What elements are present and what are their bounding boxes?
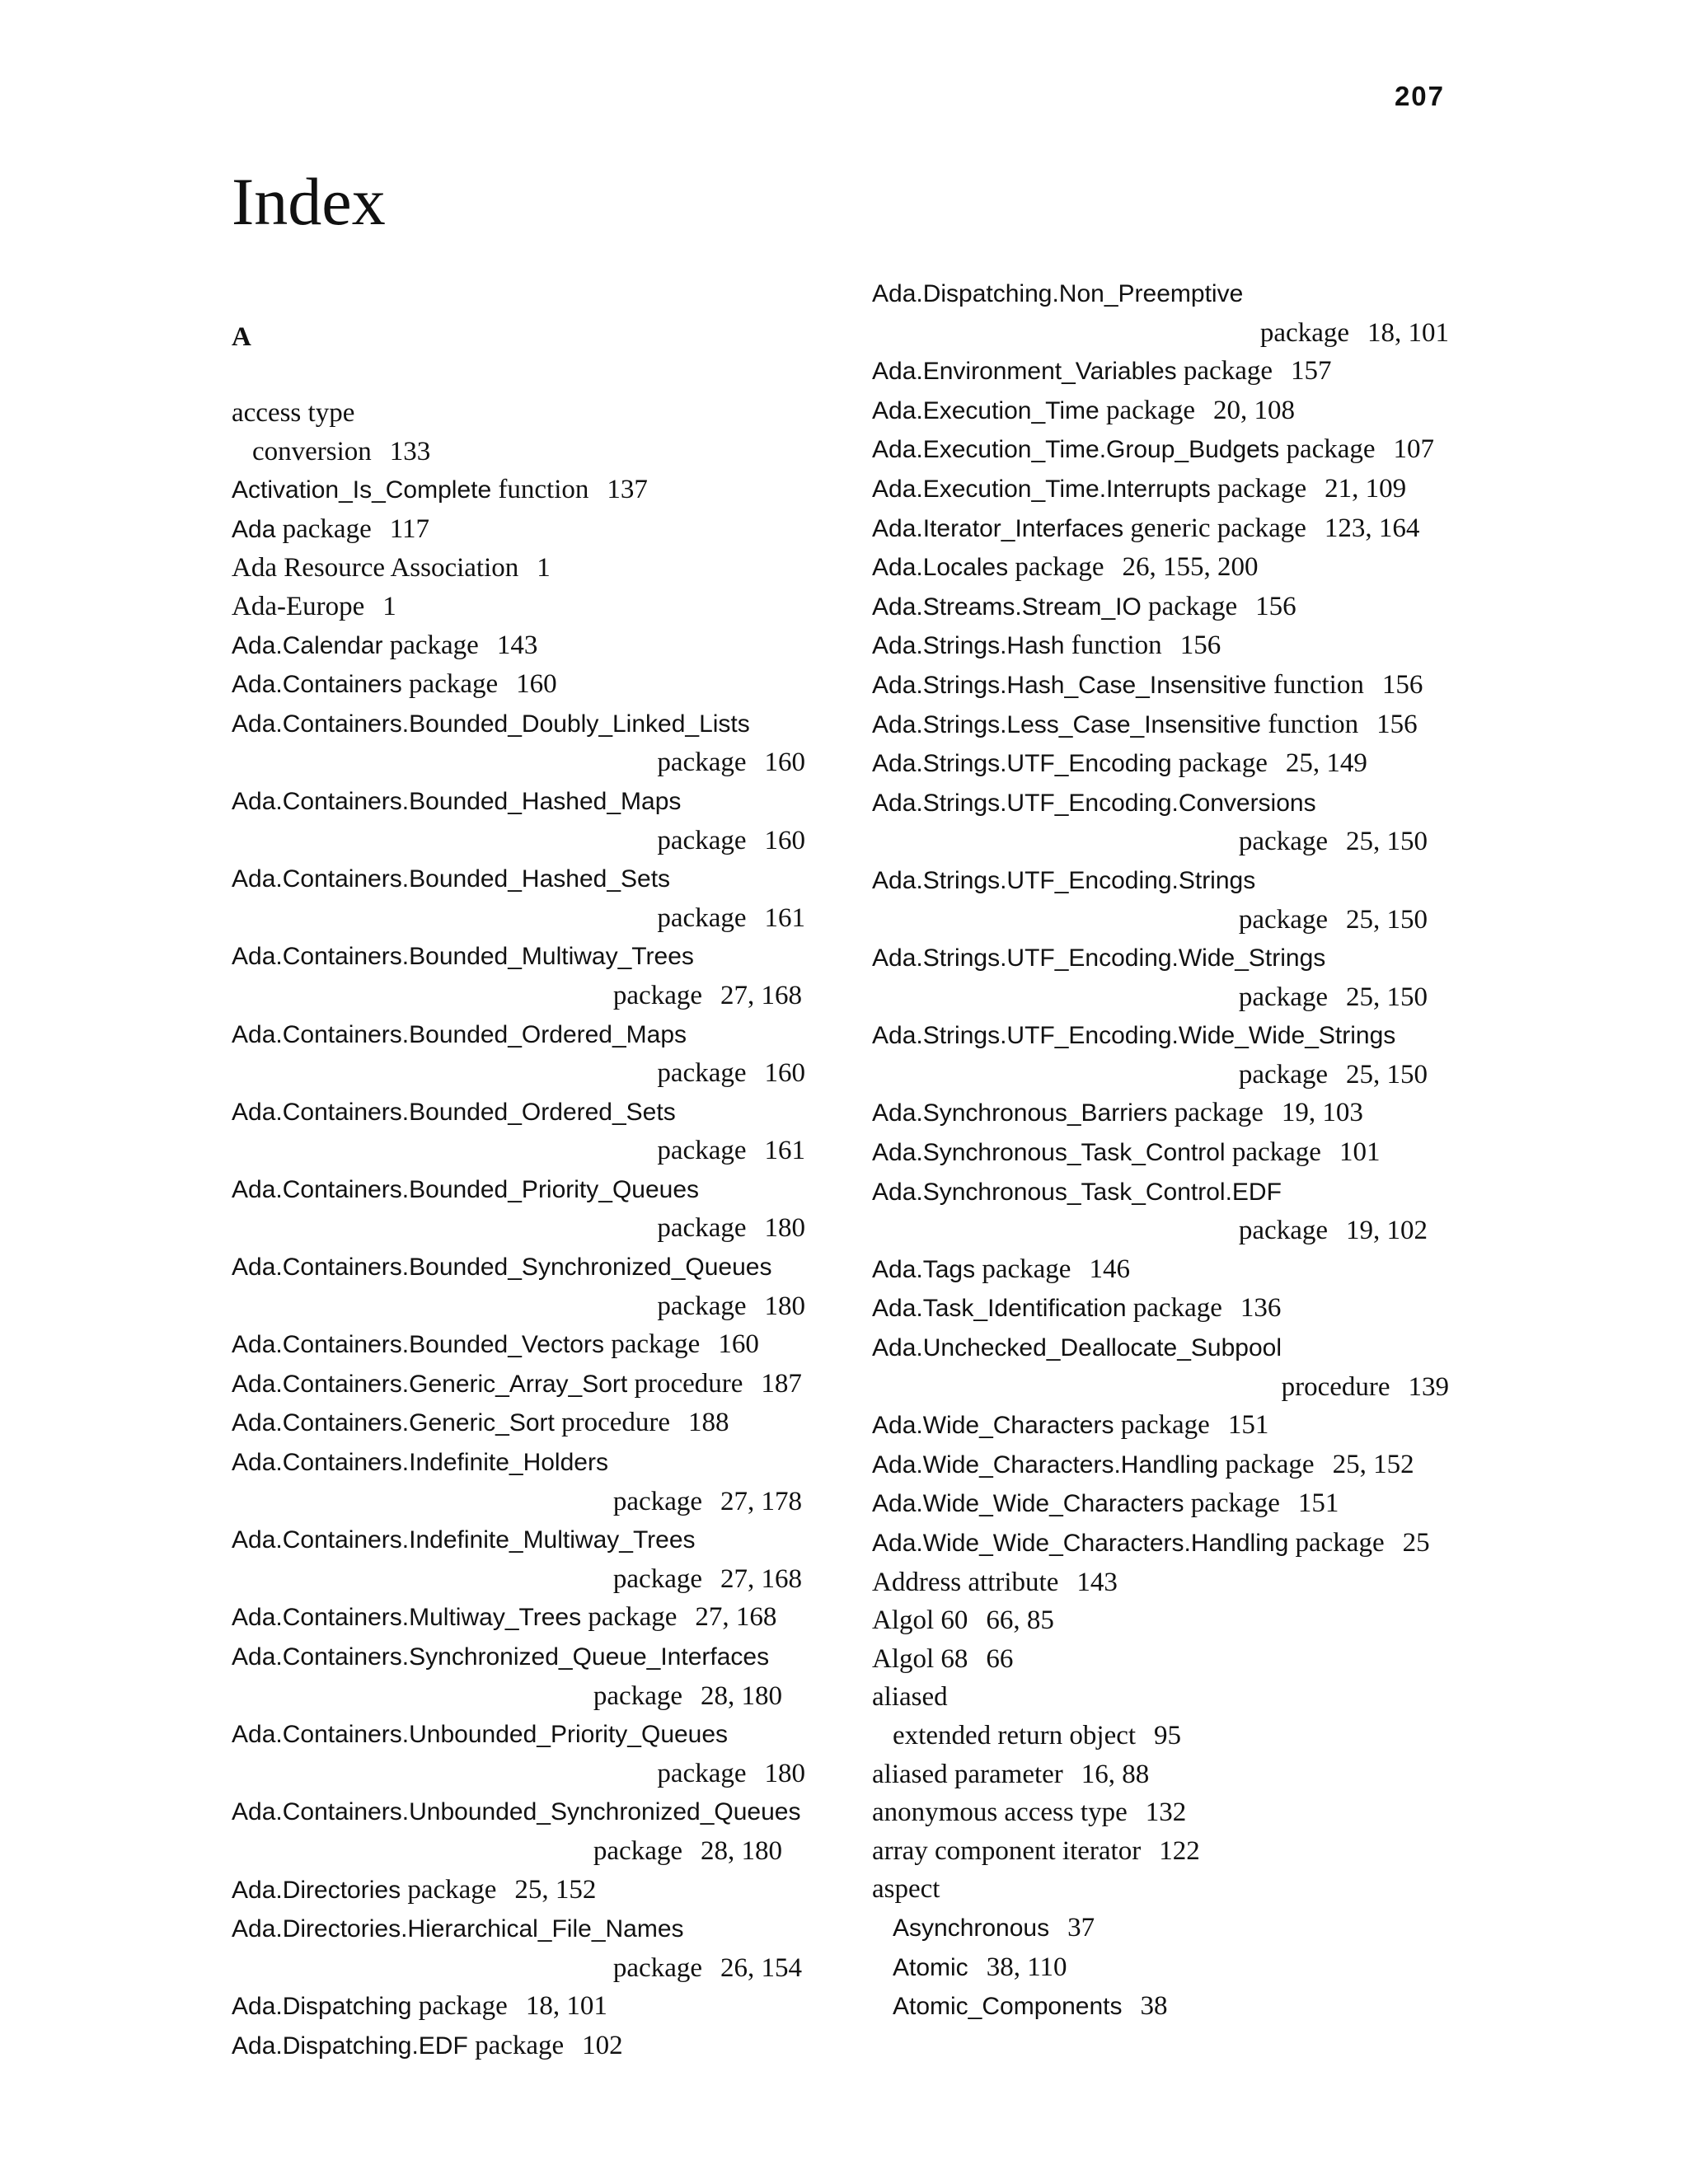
index-pages: 146 xyxy=(1089,1254,1130,1284)
index-entry xyxy=(872,1524,1449,1563)
index-entry xyxy=(872,548,1449,588)
index-entry xyxy=(232,510,809,550)
index-term: Ada.Containers.Bounded_Hashed_Maps xyxy=(232,787,682,815)
index-kind: package xyxy=(657,1136,747,1166)
index-kind: package xyxy=(1141,591,1238,621)
page-number: 207 xyxy=(1394,81,1445,111)
index-pages: 26, 155, 200 xyxy=(1122,552,1259,583)
index-kind: package xyxy=(581,1602,678,1633)
index-term: access type xyxy=(232,398,355,428)
index-entry xyxy=(232,1793,809,1832)
index-kind: function xyxy=(1260,709,1359,739)
index-entry-continuation xyxy=(872,1056,1449,1094)
index-pages: 156 xyxy=(1376,709,1418,739)
index-kind: package xyxy=(1167,1098,1264,1128)
index-kind: function xyxy=(1064,630,1162,661)
index-pages: 1 xyxy=(537,553,551,583)
index-entry xyxy=(232,860,809,899)
index-entry xyxy=(232,471,809,510)
index-pages: 25, 152 xyxy=(1332,1449,1414,1479)
index-kind: package xyxy=(1238,904,1328,935)
index-pages: 38 xyxy=(1140,1991,1168,2022)
index-entry-continuation xyxy=(232,1755,809,1793)
index-term: Ada.Containers.Bounded_Multiway_Trees xyxy=(232,943,694,971)
index-pages: 187 xyxy=(761,1368,802,1399)
index-kind: generic package xyxy=(1123,513,1306,543)
index-term: Ada.Execution_Time.Group_Budgets xyxy=(872,436,1280,464)
index-entry xyxy=(872,1640,1449,1679)
index-pages: 27, 168 xyxy=(720,980,802,1010)
index-entry-continuation xyxy=(232,977,809,1015)
index-term: Ada Resource Association xyxy=(232,553,519,583)
index-term: Ada xyxy=(232,515,276,543)
index-pages: 102 xyxy=(582,2030,623,2060)
index-term: Atomic_Components xyxy=(893,1993,1123,2021)
index-term: Ada.Unchecked_Deallocate_Subpool xyxy=(872,1334,1282,1362)
index-pages: 151 xyxy=(1227,1410,1269,1441)
index-term: Ada.Containers.Unbounded_Priority_Queues xyxy=(232,1721,729,1749)
index-entry xyxy=(872,1987,1449,2027)
index-entry-continuation xyxy=(232,1209,809,1248)
index-kind: procedure xyxy=(627,1368,743,1399)
index-term: anonymous access type xyxy=(872,1797,1128,1828)
index-pages: 66 xyxy=(986,1643,1014,1674)
index-pages: 25 xyxy=(1402,1528,1430,1558)
index-term: Ada.Containers.Unbounded_Synchronized_Queues xyxy=(232,1798,801,1826)
index-term: Ada.Environment_Variables xyxy=(872,358,1177,386)
index-term: Ada.Strings.Hash xyxy=(872,632,1065,660)
index-entry xyxy=(232,782,809,822)
index-entry xyxy=(872,1909,1449,1948)
index-kind: package xyxy=(593,1680,682,1711)
index-entry xyxy=(232,549,809,588)
index-entry-continuation xyxy=(872,978,1449,1017)
index-term: Ada.Containers xyxy=(232,671,402,699)
index-entry-continuation xyxy=(232,1949,809,1988)
index-kind: package xyxy=(1218,1449,1315,1479)
index-term: Ada.Wide_Characters xyxy=(872,1412,1114,1440)
index-entry xyxy=(872,1484,1449,1524)
index-term: Ada.Wide_Wide_Characters xyxy=(872,1490,1184,1518)
index-entry xyxy=(232,588,809,626)
index-kind: package xyxy=(467,2030,565,2060)
index-term: Ada.Containers.Synchronized_Queue_Interfaces xyxy=(232,1643,770,1671)
index-pages: 151 xyxy=(1297,1488,1339,1519)
index-term: Asynchronous xyxy=(893,1914,1050,1942)
index-entry-continuation xyxy=(872,901,1449,940)
index-term: Ada.Synchronous_Task_Control xyxy=(872,1139,1226,1167)
index-pages: 27, 168 xyxy=(695,1602,777,1633)
index-pages: 20, 108 xyxy=(1213,395,1296,425)
index-entry xyxy=(872,939,1449,978)
index-pages: 18, 101 xyxy=(1367,317,1449,348)
section-letter-a: A xyxy=(232,322,251,352)
index-kind: procedure xyxy=(554,1408,671,1438)
index-term: Ada.Execution_Time.Interrupts xyxy=(872,475,1211,503)
index-pages: 188 xyxy=(688,1408,729,1438)
index-kind: package xyxy=(1114,1410,1210,1441)
index-entry xyxy=(232,1598,809,1638)
index-term: Ada.Containers.Bounded_Ordered_Sets xyxy=(232,1098,676,1126)
index-entry-continuation xyxy=(232,899,809,938)
index-pages: 160 xyxy=(764,1058,805,1089)
index-pages: 101 xyxy=(1339,1137,1381,1168)
index-term: Ada.Synchronous_Task_Control.EDF xyxy=(872,1178,1282,1206)
index-pages: 123, 164 xyxy=(1324,513,1420,543)
index-entry-continuation xyxy=(232,1054,809,1093)
index-entry xyxy=(872,1250,1449,1290)
index-term: Ada.Dispatching.EDF xyxy=(232,2032,468,2060)
index-entry xyxy=(232,394,809,433)
index-term: Ada.Synchronous_Barriers xyxy=(872,1099,1168,1127)
index-entry xyxy=(872,626,1449,666)
index-kind: attribute xyxy=(961,1567,1059,1597)
index-entry xyxy=(872,1133,1449,1173)
index-column-left xyxy=(232,394,809,2066)
index-entry-continuation xyxy=(232,1832,809,1871)
index-pages: 19, 103 xyxy=(1281,1098,1363,1128)
index-term: Activation_Is_Complete xyxy=(232,476,492,504)
index-term: array component iterator xyxy=(872,1835,1142,1866)
index-entry-continuation xyxy=(232,1287,809,1326)
index-term: Ada.Containers.Bounded_Ordered_Maps xyxy=(232,1020,687,1048)
index-entry-continuation xyxy=(232,1132,809,1170)
index-kind: package xyxy=(612,980,702,1010)
index-term: Ada.Strings.UTF_Encoding xyxy=(872,750,1172,778)
index-entry xyxy=(872,509,1449,549)
index-term: Ada.Streams.Stream_IO xyxy=(872,593,1142,621)
index-pages: 27, 178 xyxy=(720,1486,802,1516)
index-kind: package xyxy=(1279,434,1376,465)
index-entry-continuation xyxy=(872,314,1449,353)
index-entry xyxy=(872,1832,1449,1871)
index-pages: 143 xyxy=(496,630,538,660)
index-kind: package xyxy=(1238,827,1328,857)
index-kind: package xyxy=(1259,317,1349,348)
index-kind: package xyxy=(1171,748,1268,779)
index-entry xyxy=(872,430,1449,470)
index-pages: 28, 180 xyxy=(701,1835,782,1866)
index-kind: package xyxy=(1099,395,1196,425)
index-term: conversion xyxy=(252,436,372,466)
index-pages: 133 xyxy=(389,436,431,466)
index-term: Ada.Containers.Indefinite_Holders xyxy=(232,1449,608,1477)
index-term: Algol 60 xyxy=(872,1605,968,1636)
index-kind: package xyxy=(657,825,747,855)
index-term: Ada.Strings.UTF_Encoding.Strings xyxy=(872,866,1256,894)
index-pages: 157 xyxy=(1291,356,1332,387)
index-kind: package xyxy=(275,513,372,544)
index-kind: package xyxy=(1225,1137,1321,1168)
index-term: Ada.Execution_Time xyxy=(872,396,1100,424)
index-kind: package xyxy=(401,669,499,700)
index-entry xyxy=(872,1717,1449,1755)
index-entry-continuation xyxy=(872,1212,1449,1250)
index-pages: 156 xyxy=(1255,591,1296,621)
index-term: Ada.Strings.UTF_Encoding.Wide_Wide_Strings xyxy=(872,1022,1396,1050)
index-entry xyxy=(872,1406,1449,1446)
index-pages: 27, 168 xyxy=(720,1563,802,1594)
index-pages: 38, 110 xyxy=(986,1952,1067,1982)
index-kind: package xyxy=(657,902,747,933)
index-entry xyxy=(872,705,1449,745)
index-kind: package xyxy=(1176,356,1273,387)
index-kind: package xyxy=(1008,552,1104,583)
index-entry xyxy=(232,2027,809,2066)
index-entry xyxy=(232,1871,809,1910)
index-entry-continuation xyxy=(232,743,809,782)
index-kind: package xyxy=(612,1952,702,1983)
index-pages: 137 xyxy=(607,475,648,505)
index-kind: package xyxy=(657,1213,747,1244)
index-entry xyxy=(232,1404,809,1443)
index-pages: 122 xyxy=(1159,1835,1200,1866)
index-kind: package xyxy=(657,1058,747,1089)
index-entry xyxy=(872,861,1449,901)
index-kind: package xyxy=(411,1991,508,2022)
index-kind: procedure xyxy=(1281,1371,1390,1402)
index-entry xyxy=(232,433,809,471)
index-term: extended return object xyxy=(893,1720,1137,1750)
index-term: Ada.Strings.Less_Case_Insensitive xyxy=(872,710,1261,738)
index-term: Ada.Containers.Bounded_Vectors xyxy=(232,1331,604,1359)
index-kind: package xyxy=(1184,1488,1280,1519)
index-term: Ada.Wide_Wide_Characters.Handling xyxy=(872,1530,1289,1557)
index-pages: 25, 150 xyxy=(1346,827,1428,857)
index-entry xyxy=(232,1715,809,1755)
index-term: Ada.Containers.Generic_Sort xyxy=(232,1409,555,1437)
index-entry xyxy=(232,1248,809,1287)
index-pages: 156 xyxy=(1381,669,1423,700)
index-entry xyxy=(232,1093,809,1132)
index-term: Ada.Iterator_Interfaces xyxy=(872,514,1124,542)
index-term: Ada.Calendar xyxy=(232,631,383,659)
index-entry xyxy=(872,1870,1449,1909)
index-pages: 37 xyxy=(1067,1912,1095,1943)
index-term: Ada.Containers.Bounded_Doubly_Linked_Lists xyxy=(232,710,750,738)
index-term: Ada.Wide_Characters.Handling xyxy=(872,1451,1219,1479)
index-entry xyxy=(232,1015,809,1055)
index-kind: package xyxy=(593,1835,682,1866)
index-pages: 95 xyxy=(1154,1720,1182,1750)
index-entry xyxy=(872,470,1449,509)
index-pages: 132 xyxy=(1145,1797,1187,1828)
index-term: Ada.Strings.UTF_Encoding.Wide_Strings xyxy=(872,944,1326,972)
index-pages: 107 xyxy=(1393,434,1435,465)
index-term: Ada.Containers.Bounded_Synchronized_Queues xyxy=(232,1254,772,1282)
index-pages: 25, 150 xyxy=(1346,982,1428,1012)
index-pages: 16, 88 xyxy=(1081,1759,1150,1789)
index-pages: 25, 152 xyxy=(514,1874,597,1905)
index-kind: function xyxy=(491,475,589,505)
index-kind: package xyxy=(1238,1059,1328,1090)
index-term: Address xyxy=(872,1567,962,1597)
index-pages: 25, 150 xyxy=(1346,1059,1428,1090)
index-entry-continuation xyxy=(232,1560,809,1599)
index-term: Ada.Tags xyxy=(872,1255,976,1283)
index-entry xyxy=(872,1948,1449,1988)
index-kind: package xyxy=(975,1254,1071,1284)
index-term: Ada.Dispatching.Non_Preemptive xyxy=(872,280,1244,307)
index-pages: 156 xyxy=(1179,630,1221,661)
index-term: Ada.Containers.Bounded_Priority_Queues xyxy=(232,1175,700,1203)
index-entry xyxy=(232,937,809,977)
index-entry xyxy=(232,1910,809,1949)
index-entry xyxy=(872,588,1449,627)
index-entry xyxy=(872,1329,1449,1368)
index-entry-continuation xyxy=(232,1483,809,1521)
index-entry xyxy=(232,1365,809,1404)
index-kind: package xyxy=(1238,982,1328,1012)
index-term: Ada.Strings.UTF_Encoding.Conversions xyxy=(872,789,1316,817)
index-pages: 180 xyxy=(764,1291,805,1321)
index-pages: 161 xyxy=(764,902,805,933)
index-entry xyxy=(872,784,1449,823)
index-term: Ada.Directories xyxy=(232,1876,401,1904)
index-kind: package xyxy=(657,1291,747,1321)
index-entry xyxy=(872,1678,1449,1717)
index-term: Ada.Dispatching xyxy=(232,1993,412,2021)
index-entry xyxy=(872,391,1449,431)
index-term: Ada.Locales xyxy=(872,554,1009,582)
index-entry xyxy=(872,1446,1449,1485)
index-entry xyxy=(232,665,809,705)
index-entry xyxy=(232,1443,809,1483)
index-kind: package xyxy=(1238,1216,1328,1246)
index-pages: 160 xyxy=(516,669,557,700)
index-entry-continuation xyxy=(872,823,1449,861)
index-entry xyxy=(872,1173,1449,1212)
index-pages: 161 xyxy=(764,1136,805,1166)
index-term: Ada.Directories.Hierarchical_File_Names xyxy=(232,1915,684,1943)
index-entry-continuation xyxy=(872,1368,1449,1407)
index-kind: package xyxy=(612,1563,702,1594)
index-term: Ada.Task_Identification xyxy=(872,1295,1127,1323)
index-pages: 180 xyxy=(764,1213,805,1244)
index-column-right xyxy=(872,274,1449,2027)
index-term: Ada.Strings.Hash_Case_Insensitive xyxy=(872,671,1267,699)
index-entry xyxy=(232,1987,809,2027)
index-term: Ada-Europe xyxy=(232,591,365,621)
index-kind: package xyxy=(1210,473,1307,504)
index-pages: 136 xyxy=(1240,1293,1282,1324)
index-pages: 25, 150 xyxy=(1346,904,1428,935)
index-entry xyxy=(872,274,1449,314)
index-kind: package xyxy=(401,1874,497,1905)
index-pages: 66, 85 xyxy=(986,1605,1054,1636)
index-entry xyxy=(872,1094,1449,1133)
index-pages: 160 xyxy=(764,748,805,778)
index-pages: 19, 102 xyxy=(1346,1216,1428,1246)
index-entry xyxy=(872,1601,1449,1640)
index-pages: 139 xyxy=(1408,1371,1449,1402)
index-term: Ada.Containers.Bounded_Hashed_Sets xyxy=(232,865,671,893)
index-title: Index xyxy=(232,164,386,239)
index-pages: 1 xyxy=(382,591,396,621)
index-entry-continuation xyxy=(232,1677,809,1716)
index-entry xyxy=(872,744,1449,784)
index-entry xyxy=(232,1638,809,1677)
index-entry xyxy=(232,626,809,666)
index-pages: 25, 149 xyxy=(1285,748,1367,779)
index-pages: 21, 109 xyxy=(1325,473,1407,504)
index-entry xyxy=(232,1170,809,1210)
index-entry xyxy=(872,1289,1449,1329)
index-kind: package xyxy=(1288,1528,1385,1558)
index-kind: package xyxy=(1126,1293,1222,1324)
index-kind: package xyxy=(603,1329,701,1360)
index-term: aspect xyxy=(872,1874,940,1905)
index-pages: 28, 180 xyxy=(701,1680,782,1711)
index-term: Ada.Containers.Indefinite_Multiway_Trees xyxy=(232,1526,696,1554)
index-kind: function xyxy=(1266,669,1364,700)
index-term: Ada.Containers.Multiway_Trees xyxy=(232,1604,582,1632)
index-term: Algol 68 xyxy=(872,1643,968,1674)
index-entry xyxy=(872,666,1449,705)
index-kind: package xyxy=(657,1758,747,1788)
index-term: Atomic xyxy=(893,1953,968,1981)
index-term: aliased xyxy=(872,1682,948,1713)
index-term: Ada.Containers.Generic_Array_Sort xyxy=(232,1370,628,1398)
index-pages: 117 xyxy=(389,513,430,544)
index-pages: 160 xyxy=(764,825,805,855)
index-entry xyxy=(872,1563,1449,1602)
index-entry-continuation xyxy=(232,822,809,860)
index-pages: 180 xyxy=(764,1758,805,1788)
index-kind: package xyxy=(612,1486,702,1516)
index-entry xyxy=(232,1521,809,1560)
index-entry xyxy=(872,1755,1449,1794)
index-kind: package xyxy=(657,748,747,778)
index-entry xyxy=(872,352,1449,391)
index-term: aliased parameter xyxy=(872,1759,1063,1789)
index-pages: 143 xyxy=(1076,1567,1118,1597)
index-entry xyxy=(232,705,809,744)
index-entry xyxy=(872,1793,1449,1832)
index-pages: 26, 154 xyxy=(720,1952,802,1983)
index-kind: package xyxy=(382,630,479,660)
index-entry xyxy=(232,1325,809,1365)
index-pages: 160 xyxy=(718,1329,759,1360)
index-entry xyxy=(872,1016,1449,1056)
index-pages: 18, 101 xyxy=(525,1991,607,2022)
